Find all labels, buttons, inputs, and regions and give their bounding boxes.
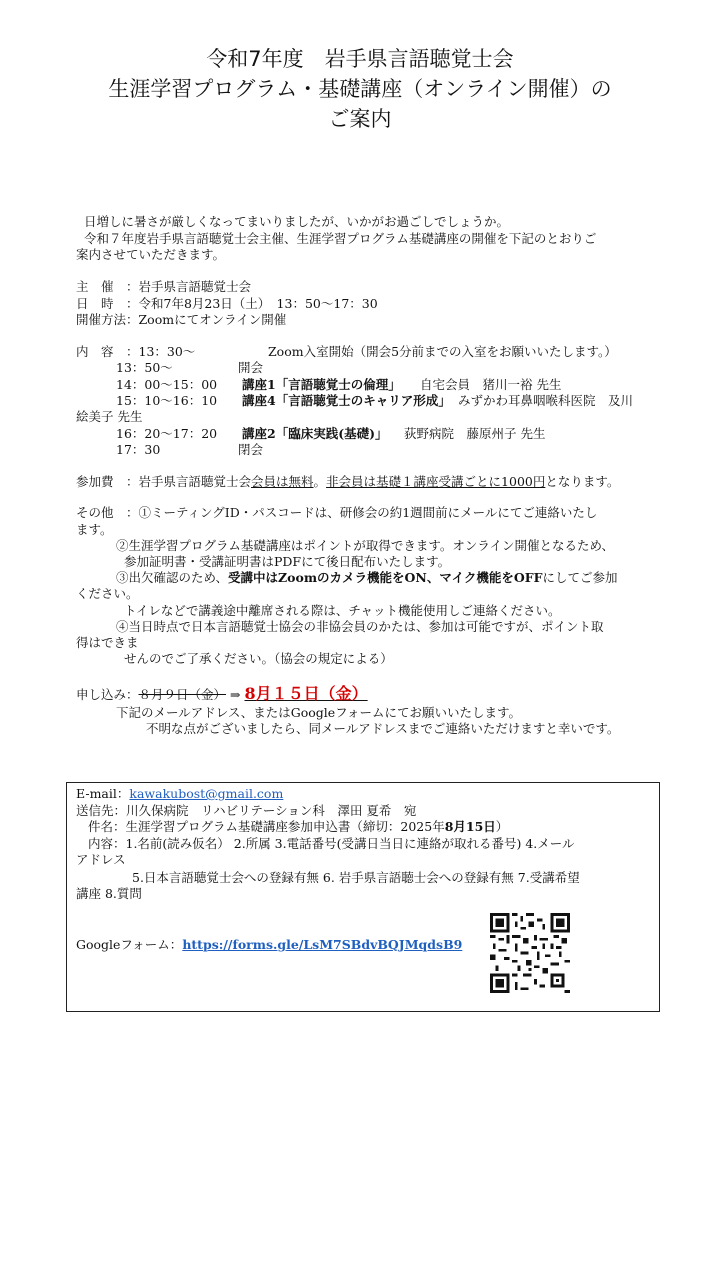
- program-lecture-2: 講座2「臨床実践(基礎)」: [242, 426, 388, 441]
- other-line-4: 参加証明書・受講証明書はPDFにて後日配布いたします。: [124, 554, 451, 569]
- info-method: 開催方法：Zoomにてオンライン開催: [76, 312, 287, 327]
- other-line-10: せんのでご了承ください。（協会の規定による）: [124, 651, 393, 666]
- contact-content-1: 内容：1.名前(読み仮名） 2.所属 3.電話番号(受講日当日に連絡が取れる番号) 4.メール: [88, 836, 575, 851]
- program-lecturer-4: みずかわ耳鼻咽喉科医院 及川: [458, 393, 634, 408]
- program-time-1: 内 容 ：13：30～: [76, 344, 196, 359]
- title-line-1: 令和7年度 岩手県言語聴覚士会: [206, 47, 514, 71]
- program-lecturer-2: 荻野病院 藤原州子 先生: [404, 426, 546, 441]
- apply-line-2: 下記のメールアドレス、またはGoogleフォームにてお願いいたします。: [116, 705, 522, 720]
- contact-subject: [88, 819, 508, 835]
- program-time-5: 16：20～17：20: [116, 426, 218, 441]
- program-time-4: 15：10～16：10: [116, 393, 218, 408]
- fee-member: 会員は無料: [251, 474, 314, 489]
- contact-to: 送信先：川久保病院 リハビリテーション科 澤田 夏希 宛: [76, 803, 417, 818]
- other-line-5: [116, 570, 618, 586]
- other-line-8: ④当日時点で日本言語聴覚士協会の非協会員のかたは、参加は可能ですが、ポイント取: [116, 619, 604, 634]
- program-lecture-1: 講座1「言語聴覚士の倫理」: [242, 377, 401, 392]
- contact-content-3: 5.日本言語聴覚士会への登録有無 6. 岩手県言語聴士会への登録有無 7.受講希望: [132, 870, 580, 885]
- qr-code-icon[interactable]: [490, 913, 570, 993]
- intro-text-2: 案内させていただきます。: [76, 247, 226, 262]
- intro-greeting: 日増しに暑さが厳しくなってまいりましたが、いかがお過ごしでしょうか。: [84, 214, 510, 229]
- info-host: 主 催 ：岩手県言語聴覚士会: [76, 279, 252, 294]
- other-line-7: トイレなどで講義途中離席される際は、チャット機能使用しご連絡ください。: [124, 603, 561, 618]
- other-line-6: ください。: [76, 586, 139, 601]
- intro-text-1: 令和７年度岩手県言語聴覚士会主催、生涯学習プログラム基礎講座の開催を下記のとおりご: [84, 231, 597, 246]
- info-datetime: 日 時 ：令和7年8月23日（土） 13：50～17：30: [76, 296, 378, 311]
- fee-nonmember: 非会員は基礎１講座受講ごとに1000円: [326, 474, 546, 489]
- apply-new-date: 8月１５日（金）: [244, 684, 368, 703]
- fee-prefix: 参加費 ：岩手県言語聴覚士会: [76, 474, 252, 489]
- contact-subject-post: ）: [495, 819, 509, 834]
- contact-email-line: [76, 786, 283, 802]
- apply-arrow: ⇒: [230, 687, 241, 702]
- contact-subject-pre: 件名：生涯学習プログラム基礎講座参加申込書（締切：2025年: [88, 819, 445, 834]
- program-desc-1: Zoom入室開始（開会5分前までの入室をお願いいたします。）: [268, 344, 617, 359]
- program-desc-6: 閉会: [238, 442, 264, 457]
- apply-label: 申し込み：: [76, 687, 139, 702]
- other-line-5-post: にしてご参加: [542, 570, 618, 585]
- other-line-5-pre: ③出欠確認のため、: [116, 570, 229, 585]
- program-time-2: 13：50～: [116, 360, 173, 375]
- google-form-line: [76, 937, 462, 953]
- contact-email-link[interactable]: kawakubost@gmail.com: [129, 786, 284, 801]
- program-time-6: 17：30: [116, 442, 161, 457]
- contact-content-4: 講座 8.質問: [76, 886, 142, 901]
- program-desc-2: 開会: [238, 360, 264, 375]
- program-time-3: 14：00～15：00: [116, 377, 218, 392]
- title-line-2: 生涯学習プログラム・基礎講座（オンライン開催）の: [108, 77, 612, 101]
- other-line-3: ②生涯学習プログラム基礎講座はポイントが取得できます。オンライン開催となるため、: [116, 538, 615, 553]
- other-line-1: その他 ：①ミーティングID・パスコードは、研修会の約1週間前にメールにてご連絡いたし: [76, 505, 598, 520]
- title-line-3: ご案内: [328, 107, 392, 131]
- other-line-5-bold: 受講中はZoomのカメラ機能をON、マイク機能をOFF: [228, 570, 543, 585]
- contact-content-2: アドレス: [76, 852, 126, 867]
- contact-subject-bold: 8月15日: [444, 819, 496, 834]
- fee-suffix: となります。: [545, 474, 620, 489]
- program-lecturer-1: 自宅会員 猪川一裕 先生: [420, 377, 562, 392]
- other-line-9: 得はできま: [76, 635, 139, 650]
- google-form-link[interactable]: https://forms.gle/LsM7SBdvBQJMqdsB9: [182, 937, 463, 952]
- apply-line-3: 不明な点がございましたら、同メールアドレスまでご連絡いただけますと幸いです。: [146, 721, 620, 736]
- program-lecturer-4-cont: 絵美子 先生: [76, 409, 143, 424]
- contact-email-label: E-mail：: [76, 786, 130, 801]
- fee-mid: 。: [313, 474, 327, 489]
- apply-old-date: ８月９日（金）: [138, 687, 227, 702]
- other-line-2: ます。: [76, 522, 113, 537]
- program-lecture-4: 講座4「言語聴覚士のキャリア形成」: [242, 393, 451, 408]
- fee-line: [76, 474, 619, 490]
- apply-line: [76, 686, 368, 703]
- google-form-label: Googleフォーム：: [76, 937, 183, 952]
